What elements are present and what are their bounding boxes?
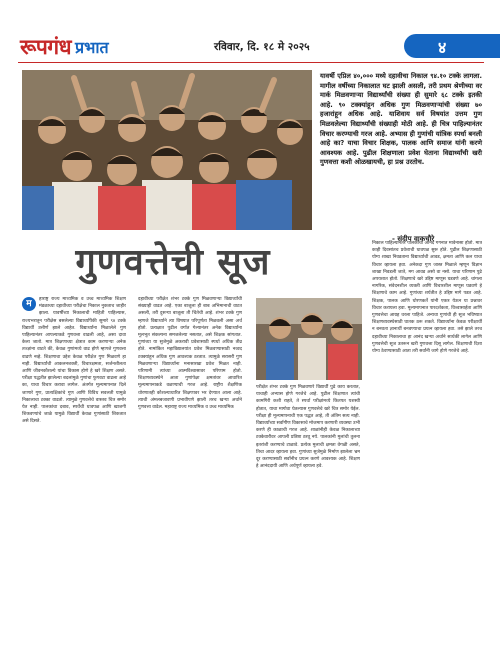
masthead-logo xyxy=(20,34,109,60)
article-intro: यावर्षी एप्रिल ४०,००० मध्ये दहावीचा निकाल ९४.१० टक्के लागला. मागील वर्षीच्या निकालात घट झाली असली, तरी प्रथम श्रेणीच्या वर मार्क मिळवणाऱ्या विद्यार्थ्यांची संख्या ही सुमारे ६८ टक्के इतकी आहे. ९० टक्क्यांहून अधिक गुण मिळवणाऱ्यांची संख्या ७० हजारांहून अधिक आहे. याशिवाय सर्व विषयांत उत्तम गुण मिळवलेल्या विद्यार्थ्यांची संख्याही मोठी आहे. ही चित्र पाहिल्यानंतर विचार करण्याची गरज आहे. अभ्यास ही गुणांची यांत्रिक स्पर्धा बनली आहे का? याचा विचार शिक्षक, पालक आणि समाज यांनी करणे आवश्यक आहे. पुढील शिक्षणाला प्रवेश घेताना विद्यार्थ्यांची खरी गुणवत्ता कशी ओळखायची, हा प्रश्न उरतोच. xyxy=(320,72,482,167)
article-column-3: परीक्षेत शंभर टक्के गुण मिळवणारे विद्यार्थी पुढे काय करतात, याचाही अभ्यास होणे गरजेचे आहे. पुढील शिक्षणात त्यांची कामगिरी कशी राहते, ते स्पर्धा परीक्षांमध्ये कितपत यशस्वी होतात, याचा मागोवा घेतल्यास गुणवत्तेचे खरे चित्र समोर येईल. परीक्षा ही मूल्यमापनाची एक पद्धत आहे, ती अंतिम सत्य नाही. विद्यार्थ्यांच्या सर्वांगीण विकासाचे मोजमाप करणारी व्यवस्था उभी करणे ही काळाची गरज आहे. शाळांनीही केवळ निकालाच्या टक्केवारीवर आपली प्रतिष्ठा ठरवू नये. पालकांनी मुलांची तुलना इतरांशी करण्याचे टाळावे. प्रत्येक मुलाची क्षमता वेगळी असते, तिचा आदर व्हायला हवा. गुणांच्या सुजेमुळे निर्माण झालेला भ्रम दूर करण्यासाठी सर्वांनीच प्रयत्न करणे आवश्यक आहे. शिक्षण हे आनंददायी आणि अर्थपूर्ण व्हायला हवे. xyxy=(256,385,360,470)
header-rule xyxy=(18,62,484,63)
article-headline: गुणवत्तेची सूज xyxy=(75,241,271,283)
brand-name: रूपगंध xyxy=(20,34,71,59)
students-celebrating-illustration xyxy=(22,70,312,230)
article-column-2: दहावीच्या परीक्षेत शंभर टक्के गुण मिळवणाऱ्या विद्यार्थ्यांची संख्याही वाढत आहे. एका बाजूला ही बाब अभिमानाची वाटत असली, तरी दुसऱ्या बाजूला ती चिंतेची आहे. शंभर टक्के गुण म्हणजे विद्यार्थ्याने त्या विषयात परिपूर्णता मिळवली असा अर्थ होतो. प्रत्यक्षात पुढील वर्गात गेल्यानंतर अनेक विद्यार्थ्यांना मूलभूत संकल्पना समजलेल्या नसतात, असे शिक्षक सांगतात. गुणांच्या या सुजेमुळे अकरावी प्रवेशासाठी स्पर्धा अधिक तीव्र होते. नामांकित महाविद्यालयांत प्रवेश मिळवण्यासाठी नव्वद टक्क्यांहून अधिक गुण आवश्यक ठरतात. त्यामुळे सरासरी गुण मिळवणाऱ्या विद्यार्थ्यांना मनासारखा प्रवेश मिळत नाही. परिणामी त्यांच्या आत्मविश्वासावर परिणाम होतो. शिक्षणव्यवस्थेने आता गुणांपेक्षा क्षमतांवर आधारित मूल्यमापनाकडे वळण्याची गरज आहे. राष्ट्रीय शैक्षणिक धोरणातही कौशल्याधारित शिक्षणावर भर देण्यात आला आहे. त्याची अंमलबजावणी प्रभावीपणे झाली तरच खऱ्या अर्थाने गुणवत्ता वाढेल. महाराष्ट्र राज्य माध्यमिक व उच्च माध्यमिक xyxy=(138,297,242,411)
issue-date: रविवार, दि. १८ मे २०२५ xyxy=(214,41,310,53)
page-header xyxy=(0,0,500,64)
article-column-4: निकाल पाहिल्यानंतर पालकांचा आनंद गगनात मावेनासा होतो. मात्र काही दिवसांतच प्रवेशाची धावपळ सुरू होते. पुढील शिक्षणासाठी योग्य शाखा निवडताना विद्यार्थ्याची आवड, क्षमता आणि कल याचा विचार व्हायला हवा. अनेकदा गुण जास्त मिळाले म्हणून विज्ञान शाखा निवडली जाते, मग आवड असो वा नसो. याचा परिणाम पुढे अपयशात होतो. शिक्षणाचे खरे उद्दिष्ट माणूस घडवणे आहे. चांगला नागरिक, संवेदनशील व्यक्ती आणि विचारशील माणूस घडवणे हे शिक्षणाचे काम आहे. गुणांच्या शर्यतीत हे उद्दिष्ट मागे पडत आहे. शिक्षक, पालक आणि धोरणकर्ते यांनी एकत्र येऊन या प्रश्नावर विचार करायला हवा. मूल्यमापनात पारदर्शकता, विश्वासार्हता आणि गुणवत्तेचा आग्रह धरला पाहिजे. अन्यथा गुणांची ही सूज भविष्यात शिक्षणव्यवस्थेसाठी घातक ठरू शकते. विद्यार्थ्यांना केवळ परीक्षार्थी न बनवता ज्ञानार्थी बनवण्याचा प्रयत्न व्हायला हवा. तसे झाले तरच दहावीच्या निकालाचा हा आनंद खऱ्या अर्थाने सार्थकी लागेल आणि गुणवत्तेची सूज उतरून खरी गुणवत्ता दिसू लागेल. शिक्षणाची दिशा योग्य ठेवण्यासाठी आता तरी सर्वांनी जागे होणे गरजेचे आहे. xyxy=(372,241,482,355)
brand-secondary: प्रभात xyxy=(74,38,109,57)
column-1-text: हाराष्ट्र राज्य माध्यमिक व उच्च माध्यमिक शिक्षण मंडळाच्या दहावीच्या परीक्षेचा निकाल नुकताच जाहीर झाला. यावर्षीच्या निकालाची माहिती पाहिल्यास, राज्यभरातून परीक्षेस बसलेल्या विद्यार्थ्यांपैकी सुमारे ९४ टक्के विद्यार्थी उत्तीर्ण झाले आहेत. विद्यार्थ्यांना मिळालेले गुण पाहिल्यानंतर आपल्याकडे गुणवत्ता वाढली आहे, असा दावा केला जातो. मात्र शिक्षणाच्या क्षेत्रात काम करणाऱ्या अनेक तज्ज्ञांना वाटते की, केवळ गुणांमध्ये वाढ होणे म्हणजे गुणवत्ता वाढणे नव्हे. शिक्षणाचा उद्देश केवळ परीक्षेत गुण मिळवणे हा नाही. विद्यार्थ्यांची आकलनशक्ती, विचारक्षमता, सर्जनशीलता आणि जीवनकौशल्ये यांचा विकास होणे हे खरे शिक्षण असते. परीक्षा पद्धतीत झालेल्या बदलांमुळे गुणांचा फुगवटा वाढला आहे का, याचा विचार करावा लागेल. अंतर्गत मूल्यमापनात दिले जाणारे गुण, प्रात्यक्षिकांचे गुण आणि विविध सवलती यामुळे निकालाचा टक्का वाढतो. त्यामुळे गुणवत्तेचे वास्तव चित्र समोर येत नाही. पालकांचा दबाव, स्पर्धेची धावपळ आणि खाजगी शिकवण्यांचे जाळे यामुळे विद्यार्थी केवळ गुणांसाठी शिकतात असे दिसते. xyxy=(22,297,126,425)
dropcap: म xyxy=(22,297,36,311)
students-result-photo xyxy=(256,298,362,380)
students-celebrating-photo xyxy=(22,70,312,230)
article-column-1 xyxy=(22,296,126,641)
page-number: ४ xyxy=(438,38,447,57)
students-result-illustration xyxy=(256,298,362,380)
page-number-tab xyxy=(404,34,500,58)
author-signature: - संदीप वाकचौरे xyxy=(392,235,435,243)
